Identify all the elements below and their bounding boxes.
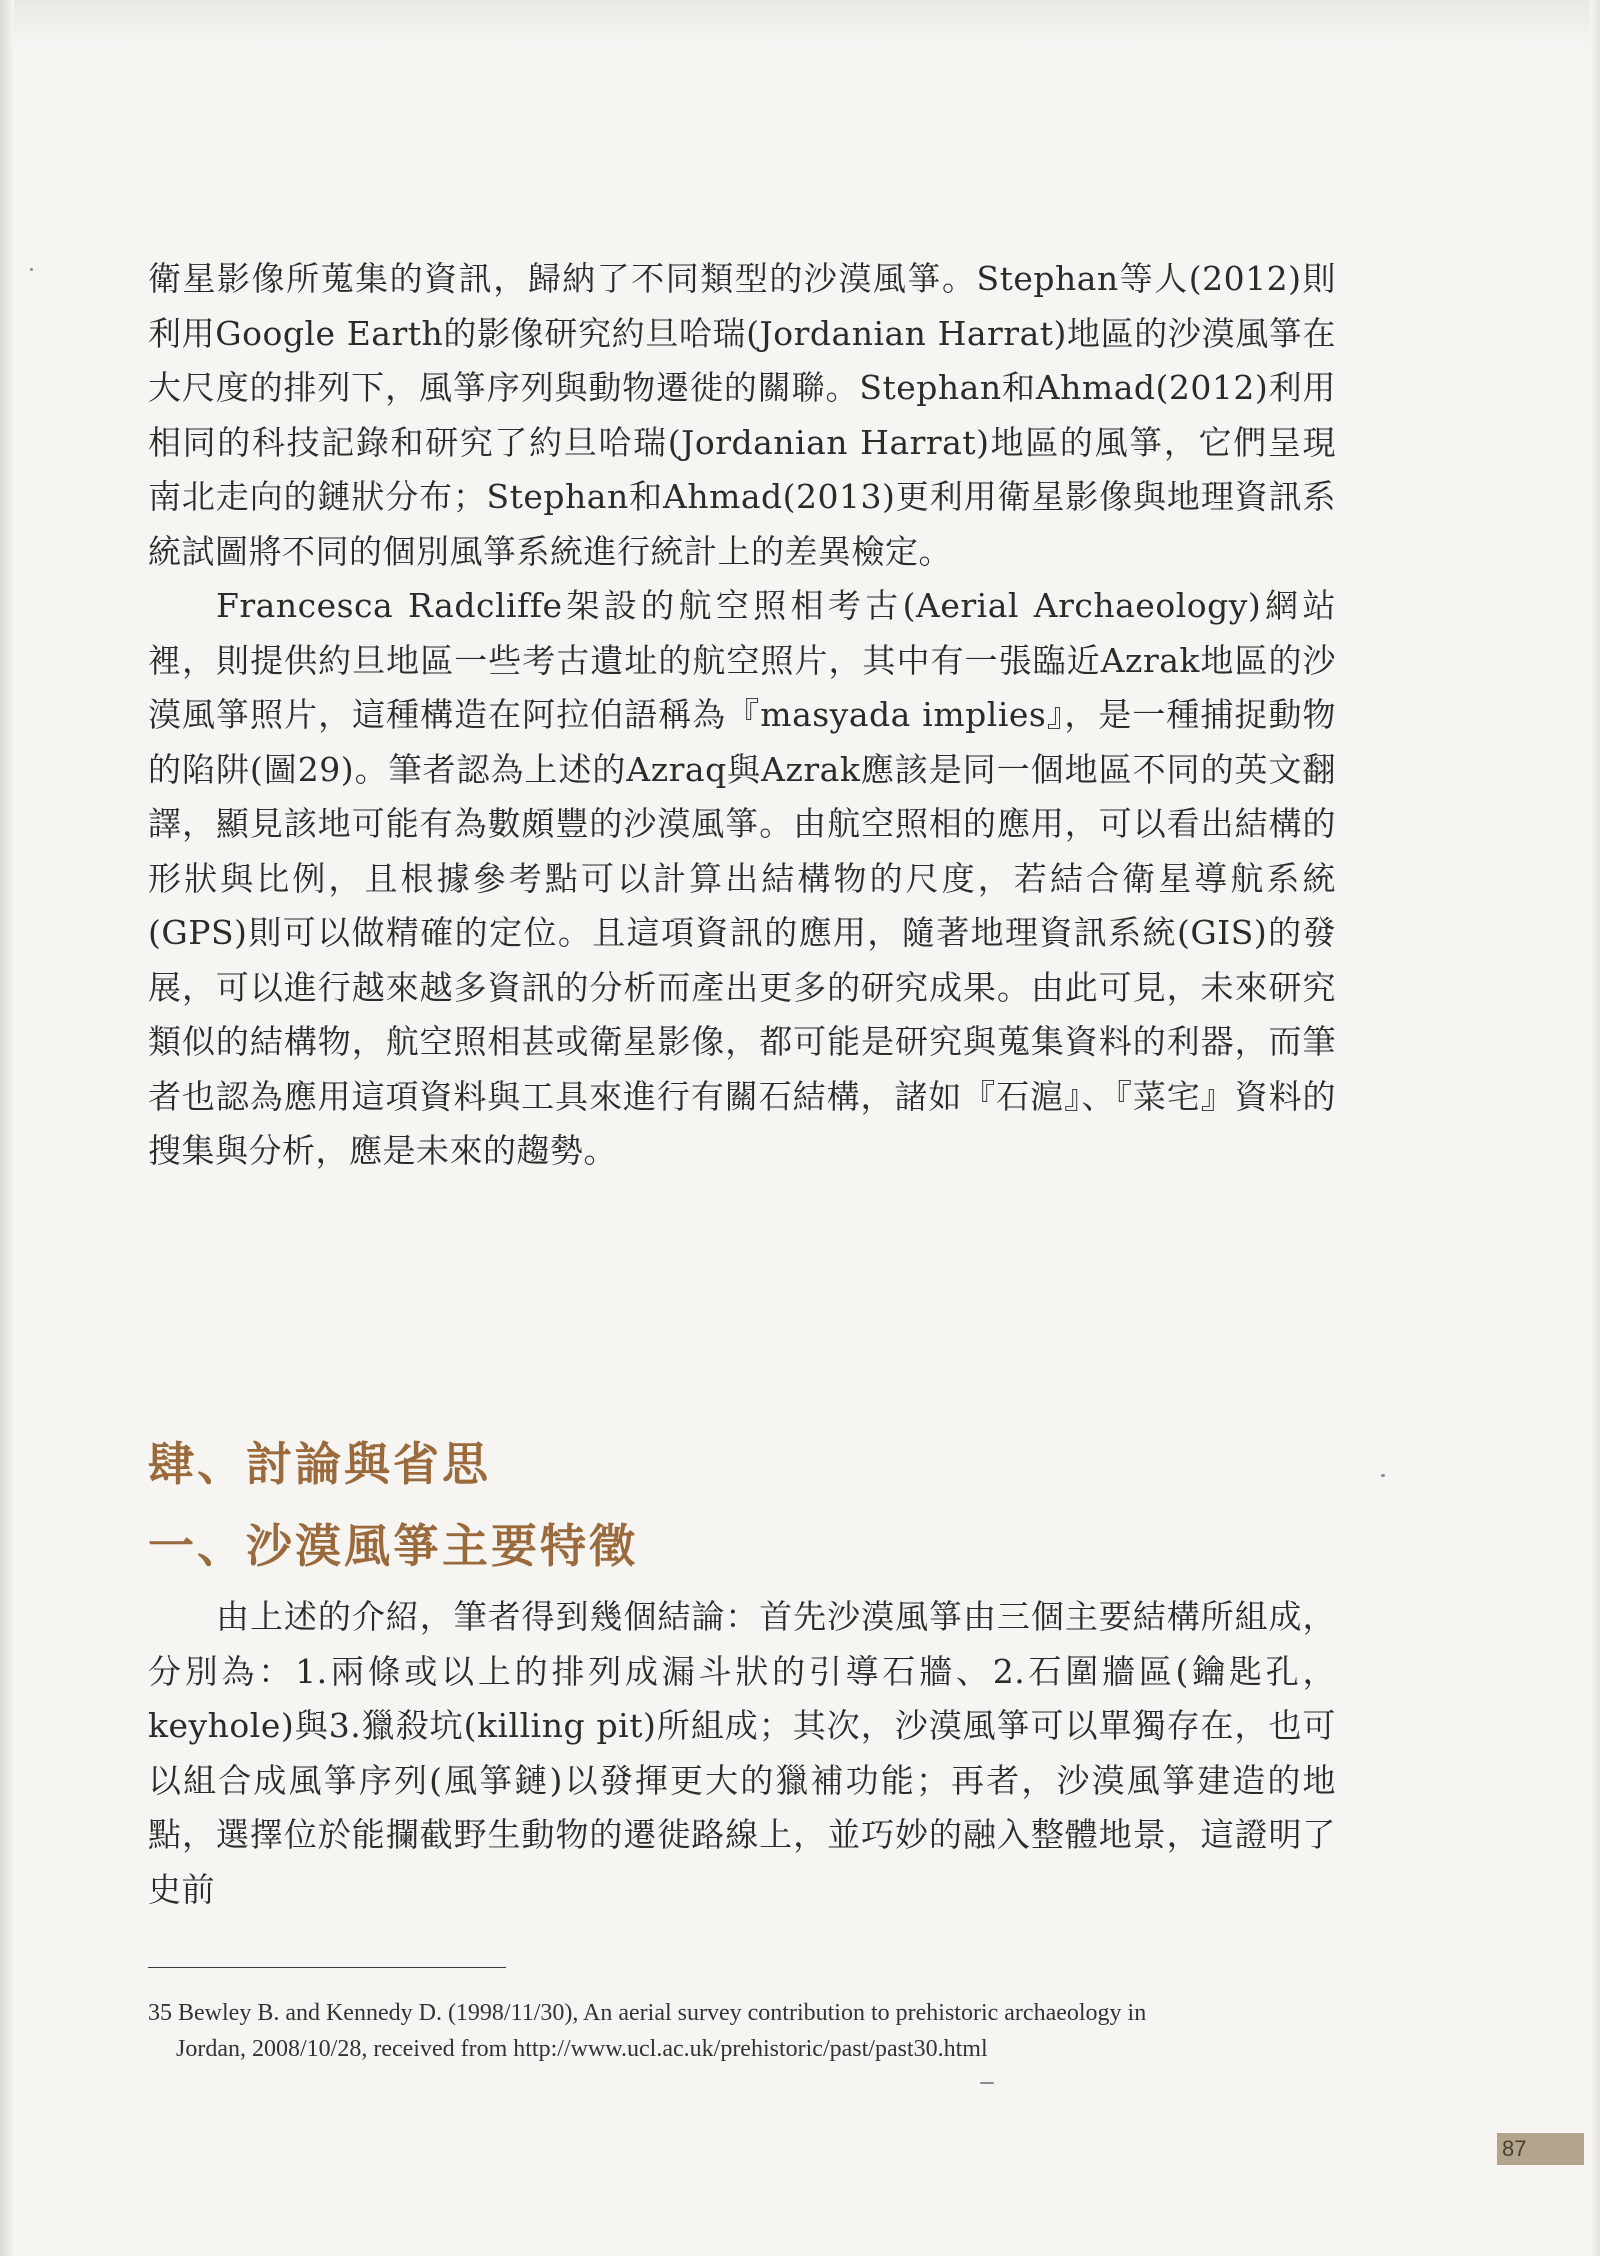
- section-heading: 肆、討論與省思: [148, 1437, 491, 1491]
- scan-speck: [980, 2082, 994, 2084]
- body-text-lower: [148, 1590, 1336, 1917]
- footnote-35: [148, 1995, 1338, 2067]
- paragraph-aerial-archaeology: Francesca Radcliffe架設的航空照相考古(Aerial Archaeology)網站裡，則提供約旦地區一些考古遺址的航空照片，其中有一張臨近Azrak地區的沙漠風箏照片，這種構造在阿拉伯語稱為『masyada implies』，是一種捕捉動物的陷阱(圖29)。筆者認為上述的Azraq與Azrak應該是同一個地區不同的英文翻譯，顯見該地可能有為數頗豐的沙漠風箏。由航空照相的應用，可以看出結構的形狀與比例，且根據參考點可以計算出結構物的尺度，若結合衛星導航系統(GPS)則可以做精確的定位。且這項資訊的應用，隨著地理資訊系統(GIS)的發展，可以進行越來越多資訊的分析而產出更多的研究成果。由此可見，未來研究類似的結構物，航空照相甚或衛星影像，都可能是研究與蒐集資料的利器，而筆者也認為應用這項資料與工具來進行有關石結構，諸如『石滬』、『菜宅』資料的搜集與分析，應是未來的趨勢。: [148, 586, 1336, 1170]
- footnote-divider: [148, 1967, 506, 1968]
- scan-speck: [30, 268, 33, 271]
- page-top-shadow: [0, 0, 1600, 48]
- paragraph-satellite-imagery: 衛星影像所蒐集的資訊，歸納了不同類型的沙漠風箏。Stephan等人(2012)則利用Google Earth的影像研究約旦哈瑞(Jordanian Harrat)地區的沙漠風箏在大尺度的排列下，風箏序列與動物遷徙的關聯。Stephan和Ahmad(2012)利用相同的科技記錄和研究了約旦哈瑞(Jordanian Harrat)地區的風箏，它們呈現南北走向的鏈狀分布；Stephan和Ahmad(2013)更利用衛星影像與地理資訊系統試圖將不同的個別風箏系統進行統計上的差異檢定。: [148, 259, 1336, 571]
- footnote-line-1: 35 Bewley B. and Kennedy D. (1998/11/30), An aerial survey contribution to prehistoric archaeology in: [148, 2000, 1147, 2026]
- body-text-upper: [148, 252, 1336, 1179]
- paragraph-conclusions: 由上述的介紹，筆者得到幾個結論：首先沙漠風箏由三個主要結構所組成，分別為：1.兩條或以上的排列成漏斗狀的引導石牆、2.石圍牆區(鑰匙孔，keyhole)與3.獵殺坑(killing pit)所組成；其次，沙漠風箏可以單獨存在，也可以組合成風箏序列(風箏鏈)以發揮更大的獵補功能；再者，沙漠風箏建造的地點，選擇位於能攔截野生動物的遷徙路線上，並巧妙的融入整體地景，這證明了史前: [148, 1597, 1336, 1909]
- footnote-line-2: Jordan, 2008/10/28, received from http://www.ucl.ac.uk/prehistoric/past/past30.html: [176, 2036, 988, 2062]
- page-number: 87: [1502, 2136, 1527, 2161]
- page-right-edge: [1590, 0, 1600, 2256]
- scan-speck: [1381, 1474, 1385, 1477]
- subsection-heading: 一、沙漠風箏主要特徵: [148, 1519, 638, 1573]
- page-left-edge: [0, 0, 14, 2256]
